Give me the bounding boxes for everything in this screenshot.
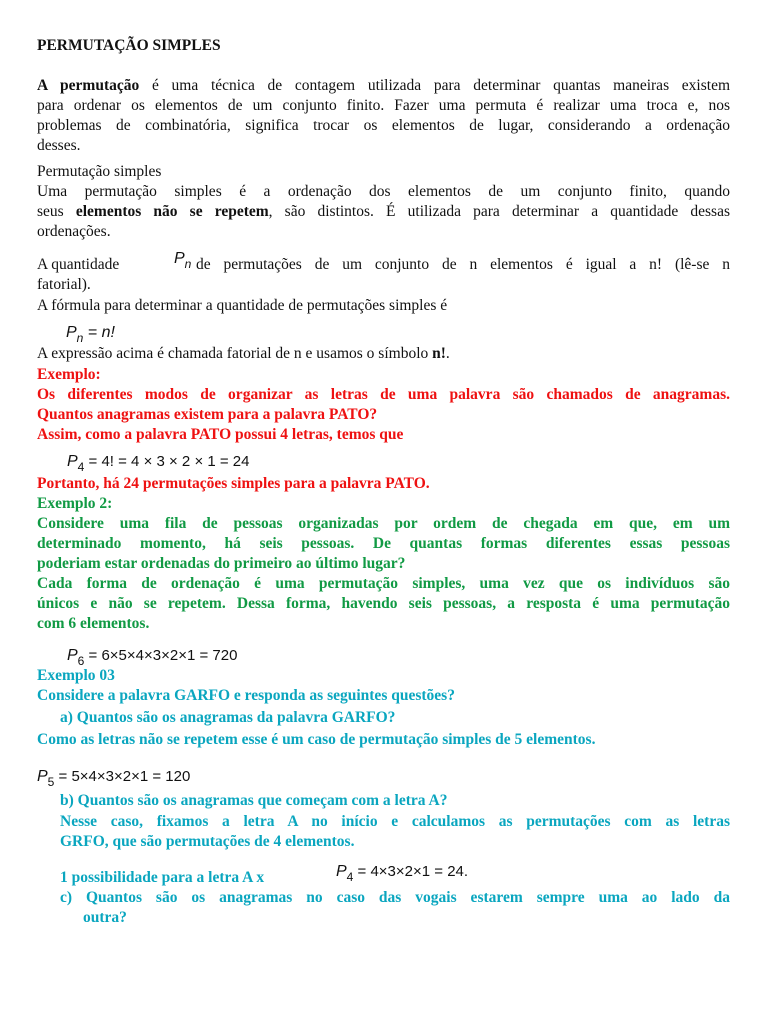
example3-heading: Exemplo 03	[37, 667, 115, 684]
example1-text: Os diferentes modos de organizar as letras de uma palavra são chamados de anagramas. Quantos anagramas existem para a palavra PATO? Assim, como a palavra PATO possui 4 letras, temos que	[37, 386, 730, 443]
example2-formula: $P_6 = 6\times 5\times 4\times 3\times 2\times 1 = 720$	[67, 647, 238, 668]
intro-line-1: é uma técnica de contagem utilizada para determinar quantas maneiras existem	[151, 77, 731, 94]
pn-symbol: $P_n$	[174, 250, 192, 271]
example3-question-c: c) Quantos são os anagramas no caso das vogais estarem sempre uma ao lado da outra?	[60, 889, 730, 926]
definition-line-2a: seus	[37, 203, 64, 220]
example1-formula: $P_4 = 4$! = 4 × 3 × 2 × 1 = 24	[67, 453, 250, 474]
intro-line-2: para ordenar os elementos de um conjunto finito. Fazer uma permuta é realizar uma troca e, nos	[37, 97, 730, 114]
intro-line-3: problemas de combinatória, significa trocar os elementos de lugar, considerando a ordenação	[37, 117, 730, 134]
example2-text: Considere uma fila de pessoas organizadas por ordem de chegada em que, em um determinado momento, há seis pessoas. De quantas formas diferentes essas pessoas poderiam estar ordenadas do primeiro ao último lugar? Cada forma de ordenação é uma permutação simples, uma vez que os indivíduos são únicos e não se repetem. Dessa forma, havendo seis pessoas, a resposta é uma permutação com 6 elementos.	[37, 515, 730, 632]
example1-conclusion: Portanto, há 24 permutações simples para a palavra PATO.	[37, 475, 430, 492]
formula-intro: A fórmula para determinar a quantidade de permutações simples é	[37, 297, 448, 314]
quantity-post: de permutações de um conjunto de n elementos é igual a n! (lê-se n	[196, 256, 730, 273]
example3-answer-b: Nesse caso, fixamos a letra A no início e calculamos as permutações com as letras GRFO, que são permutações de 4 elementos.	[60, 813, 730, 850]
intro-bold-lead: A permutação	[37, 77, 140, 94]
definition-paragraph	[37, 182, 730, 242]
example3-possibility: 1 possibilidade para a letra A x	[60, 869, 265, 886]
example3-formula-b: $P_4 = 4\times 3\times 2\times 1 = 24$.	[336, 863, 469, 884]
definition-line-1: Uma permutação simples é a ordenação dos elementos de um conjunto finito, quando	[37, 183, 730, 200]
quantity-line-2: fatorial).	[37, 276, 91, 293]
intro-paragraph	[37, 76, 730, 156]
example3-question-b: b) Quantos são os anagramas que começam com a letra A?	[60, 792, 448, 809]
example3-question-a: a) Quantos são os anagramas da palavra GARFO?	[60, 709, 396, 726]
example3-answer-a: Como as letras não se repetem esse é um caso de permutação simples de 5 elementos.	[37, 731, 596, 748]
definition-line-3: ordenações.	[37, 223, 111, 240]
subtitle: Permutação simples	[37, 163, 162, 180]
definition-line-2c: , são distintos. É utilizada para determinar a quantidade dessas	[268, 203, 730, 220]
quantity-pre: A quantidade	[37, 256, 120, 273]
page-title: PERMUTAÇÃO SIMPLES	[37, 37, 221, 54]
formula-pn: $P_n = n$!	[66, 324, 115, 345]
example2-heading: Exemplo 2:	[37, 495, 113, 512]
definition-bold: elementos não se repetem	[75, 203, 269, 220]
intro-line-4: desses.	[37, 137, 81, 154]
example3-formula-a: $P_5 = 5\times 4\times 3\times 2\times 1 = 120$	[37, 768, 191, 789]
example3-intro: Considere a palavra GARFO e responda as seguintes questões?	[37, 687, 455, 704]
example1-heading: Exemplo:	[37, 366, 101, 383]
factorial-note: A expressão acima é chamada fatorial de n e usamos o símbolo n!.	[37, 345, 450, 362]
